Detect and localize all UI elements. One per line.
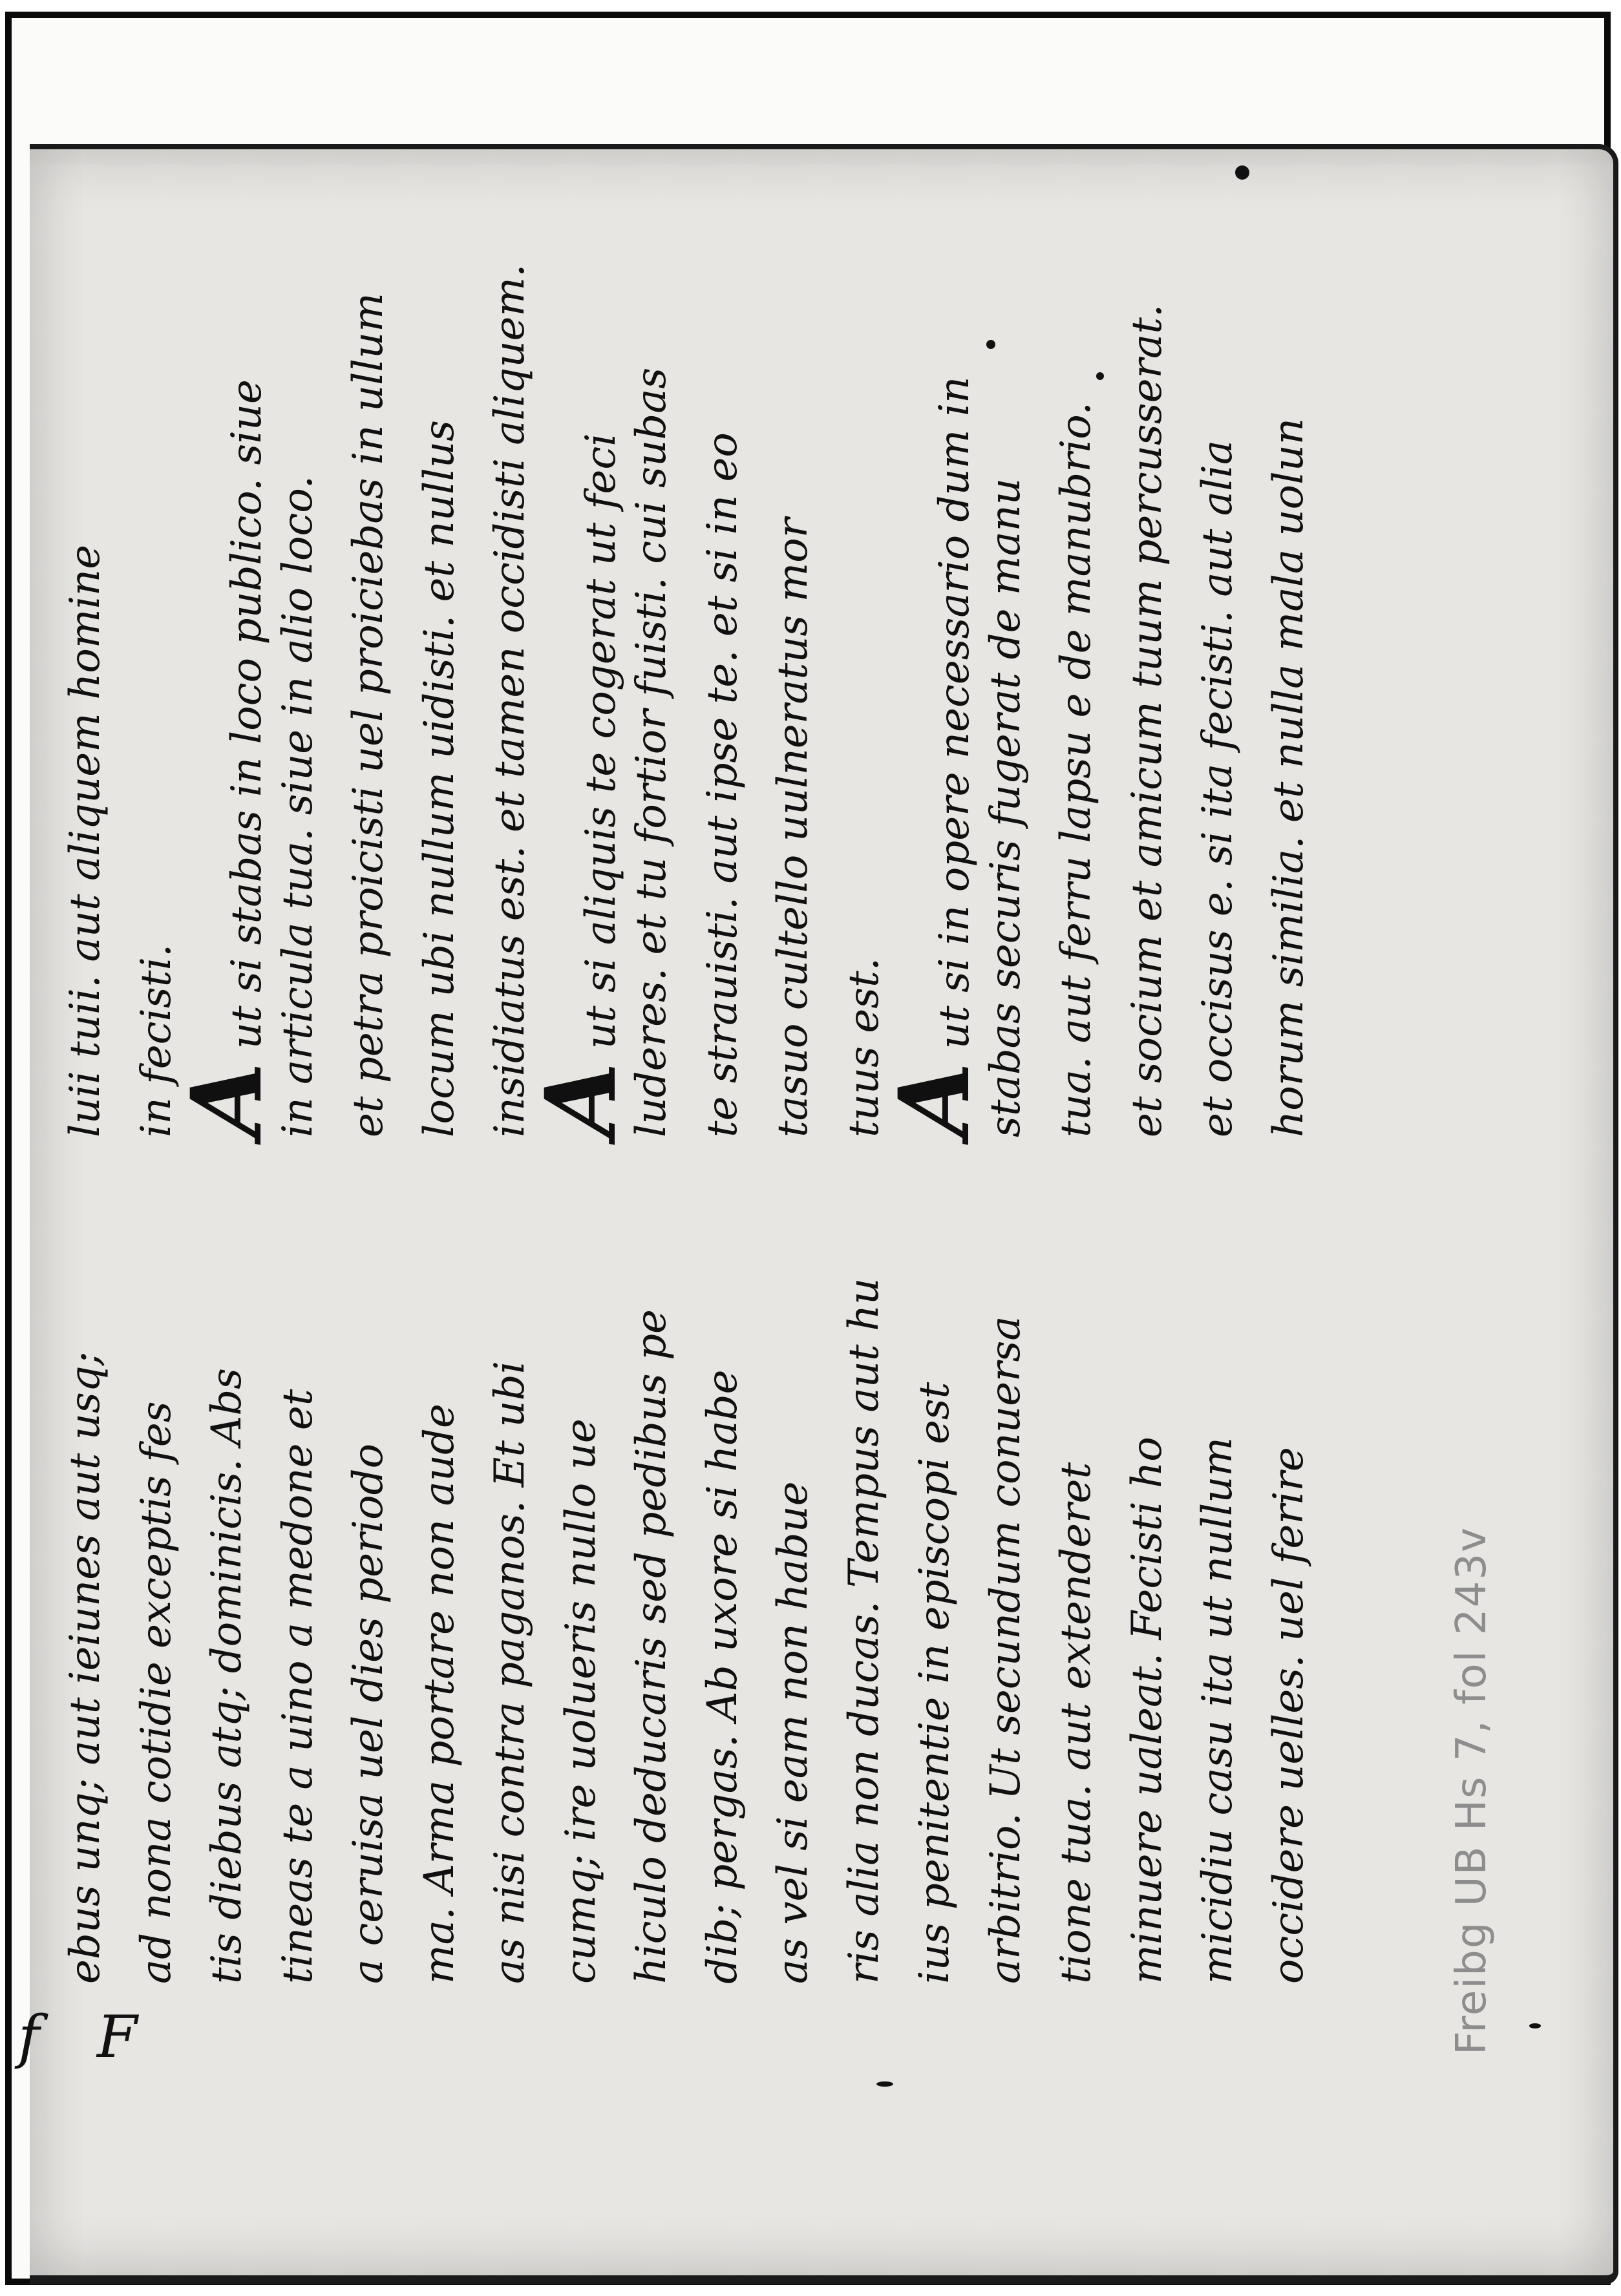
decorated-initial: A — [170, 1062, 284, 1137]
text-line: luii tuii. aut aliquem homine — [61, 544, 109, 1137]
text-line: hiculo deducaris sed pedibus pe — [628, 1309, 675, 1984]
text-line: ebus unq; aut ieiunes aut usq; — [61, 1351, 109, 1984]
margin-mark: F — [97, 2003, 138, 2071]
text-line: cumq; ire uolueris nullo ue — [556, 1418, 605, 1984]
left-column — [50, 1170, 1324, 1984]
text-line-with-initial — [878, 0, 991, 1137]
text-line: ma. Arma portare non aude — [415, 1404, 463, 1984]
text-line: ad nona cotidie exceptis fes — [132, 1401, 180, 1984]
text-line: micidiu casu ita ut nullum — [1194, 1437, 1242, 1984]
text-line: in articula tua. siue in alio loco. — [273, 475, 322, 1137]
text-line: stabas securis fugerat de manu — [981, 478, 1030, 1137]
text-line: ius penitentie in episcopi est — [911, 1382, 959, 1984]
text-line: as nisi contra paganos. Et ubi — [486, 1360, 534, 1984]
decorated-initial: A — [878, 1062, 991, 1137]
text-line: minuere ualeat. Fecisti ho — [1123, 1437, 1171, 1984]
text-line: a ceruisa uel dies periodo — [344, 1443, 392, 1984]
pencil-shelfmark-note: Freibg UB Hs 7, fol 243v — [1448, 1526, 1496, 2055]
text-line-with-initial — [170, 0, 284, 1137]
text-line: et petra proicisti uel proiciebas in ullum — [344, 293, 392, 1137]
text-line: horum similia. et nulla mala uolun — [1264, 417, 1313, 1137]
text-line: occidere uelles. uel ferire — [1264, 1447, 1313, 1984]
text-line: in fecisti. — [132, 943, 180, 1137]
right-column — [50, 0, 1324, 1137]
ink-speck — [1529, 2023, 1541, 2028]
text-line: tasuo cultello uulneratus mor — [769, 518, 817, 1137]
text-line: luderes. et tu fortior fuisti. cui subas — [628, 367, 675, 1137]
text-line-with-initial — [524, 0, 638, 1137]
text-line: tuus est. — [840, 957, 888, 1137]
text-line: ut si aliquis te cogerat ut feci — [577, 433, 625, 1049]
text-line: ut si stabas in loco publico. siue — [223, 379, 271, 1049]
text-line: insidiatus est. et tamen occidisti aliquem. — [486, 264, 534, 1137]
text-line: locum ubi nullum uidisti. et nullus — [415, 420, 463, 1137]
text-line: tineas te a uino a medone et — [273, 1389, 322, 1984]
text-line: ut si in opere necessario dum in — [931, 376, 979, 1049]
text-line: as vel si eam non habue — [769, 1481, 817, 1984]
margin-mark: f — [18, 2003, 40, 2071]
manuscript-text-block — [50, 0, 1313, 1984]
text-line: te strauisti. aut ipse te. et si in eo — [698, 432, 747, 1137]
text-line: tis diebus atq; dominicis. Abs — [203, 1367, 251, 1984]
text-line: arbitrio. Ut secundum conuersa — [981, 1316, 1030, 1984]
ink-speck — [876, 2081, 893, 2087]
text-line: et socium et amicum tuum percusserat. — [1123, 304, 1171, 1137]
text-line: tua. aut ferru lapsu e de manubrio. — [1052, 402, 1100, 1137]
text-line: ris alia non ducas. Tempus aut hu — [840, 1278, 888, 1984]
text-line: tione tua. aut extenderet — [1052, 1462, 1100, 1984]
text-line: dib; pergas. Ab uxore si habe — [698, 1369, 747, 1984]
decorated-initial: A — [524, 1062, 638, 1137]
text-line: et occisus e. si ita fecisti. aut alia — [1194, 439, 1242, 1137]
